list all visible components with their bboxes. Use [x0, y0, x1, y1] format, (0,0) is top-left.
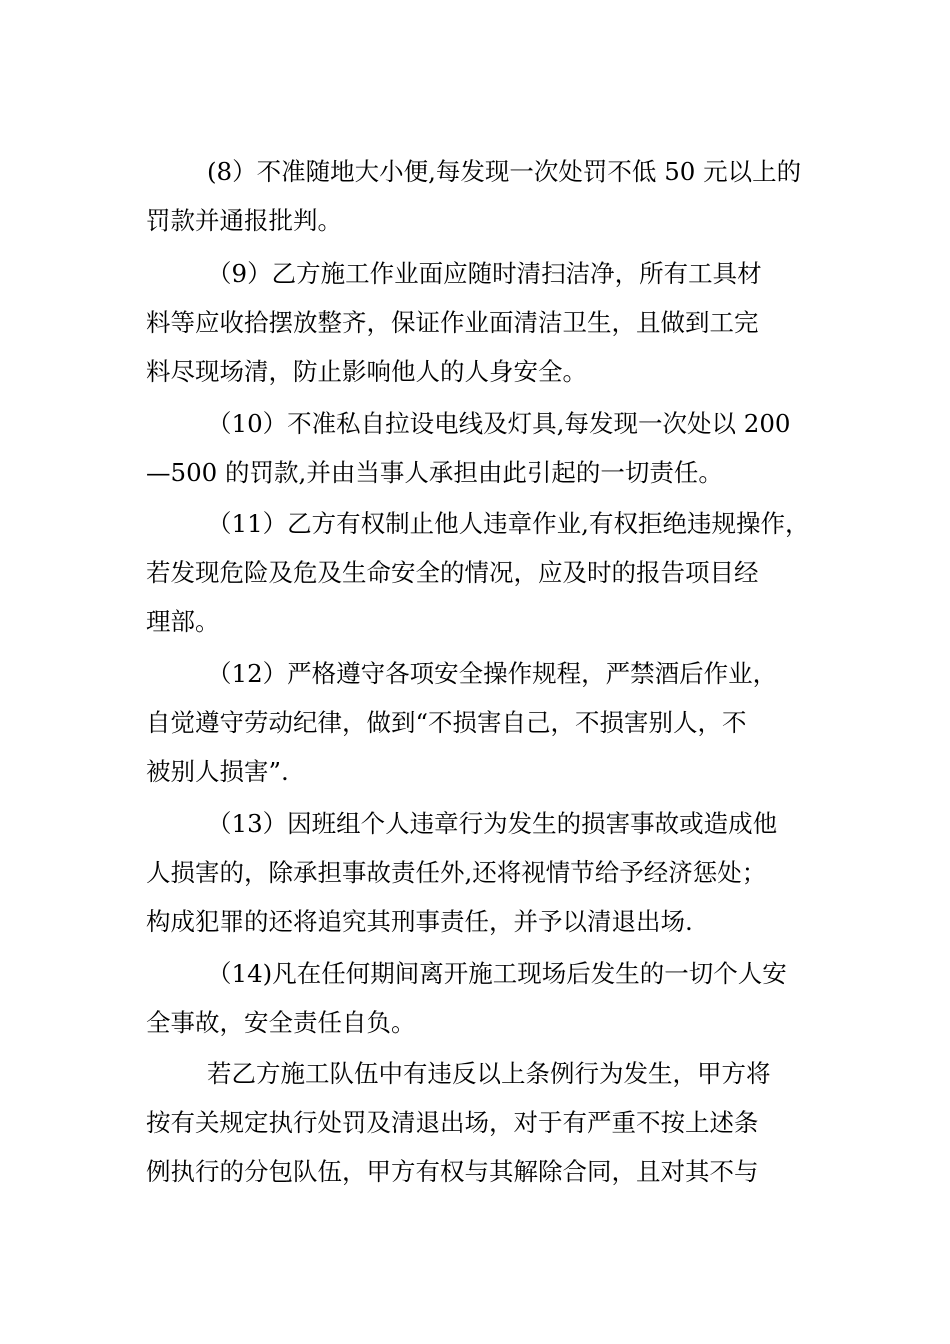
- text-line: 按有关规定执行处罚及清退出场，对于有严重不按上述条: [146, 1108, 759, 1137]
- text-line: （9）乙方施工作业面应随时清扫洁净，所有工具材: [207, 259, 762, 288]
- text-line: （12）严格遵守各项安全操作规程，严禁酒后作业，: [207, 659, 778, 688]
- text-line: 若发现危险及危及生命安全的情况，应及时的报告项目经: [146, 558, 759, 587]
- text-line: 料等应收拾摆放整齐，保证作业面清洁卫生，且做到工完: [146, 308, 759, 337]
- text-line: （11）乙方有权制止他人违章作业,有权拒绝违规操作，: [207, 509, 810, 538]
- text-line: 全事故，安全责任自负。: [146, 1008, 416, 1037]
- text-line: （10）不准私自拉设电线及灯具,每发现一次处以 200: [207, 409, 791, 438]
- text-line: 自觉遵守劳动纪律，做到“不损害自己，不损害别人，不: [146, 708, 747, 737]
- text-line: 料尽现场清，防止影响他人的人身安全。: [146, 357, 587, 386]
- text-line: 罚款并通报批判。: [146, 206, 342, 235]
- text-line: 例执行的分包队伍，甲方有权与其解除合同，且对其不与: [146, 1157, 759, 1186]
- text-line: 理部。: [146, 607, 220, 636]
- text-line: 若乙方施工队伍中有违反以上条例行为发生，甲方将: [207, 1059, 771, 1088]
- text-line: 构成犯罪的还将追究其刑事责任，并予以清退出场.: [146, 907, 693, 936]
- text-line: (8）不准随地大小便,每发现一次处罚不低 50 元以上的: [207, 157, 802, 186]
- text-line: （14)凡在任何期间离开施工现场后发生的一切个人安: [207, 959, 787, 988]
- text-line: —500 的罚款,并由当事人承担由此引起的一切责任。: [146, 458, 723, 487]
- text-line: （13）因班组个人违章行为发生的损害事故或造成他: [207, 809, 778, 838]
- text-line: 被别人损害”.: [146, 757, 289, 786]
- text-line: 人损害的，除承担事故责任外,还将视情节给予经济惩处；: [146, 858, 767, 887]
